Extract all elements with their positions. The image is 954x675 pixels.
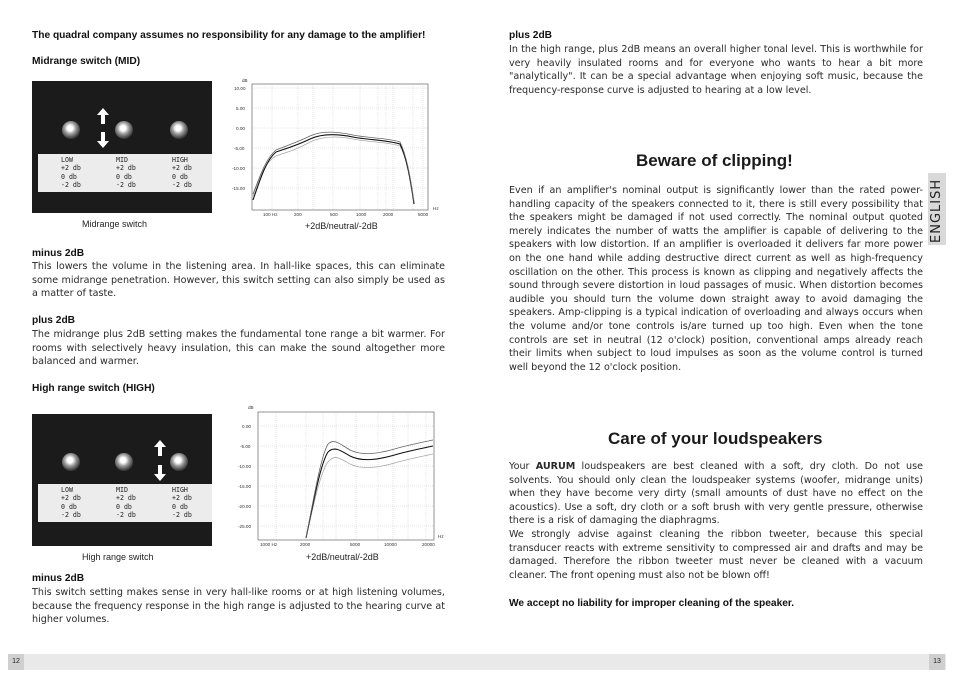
high-y-tick: 0.00 [242,424,251,429]
high-y-tick: -10.00 [238,464,252,469]
plus-text-1: The midrange plus 2dB setting makes the fundamental tone range a bit warmer. For rooms with selectively heavy insulation, this can make the sound altogether more balanced and warmer. [32,329,445,368]
arrow-down-icon [153,465,167,481]
high-label-column: HIGH +2 db 0 db -2 db [172,486,192,519]
clipping-text: Even if an amplifier's nominal output is significantly lower than the rated power-handling capacity of the speakers connected to it, there is still every possibility that the speakers might be damaged if not used correctly. The nominal output quoted merely indicates the number of watts the amplifier is capable of delivering to the speakers with low distortion. If an amplifier is overloaded it delivers far more power on the one hand while adding destructive direct current as well as high-frequency oscillation on the other. This process is known as clipping and negatively affects the sound through severe distortion in loud passages of music. When distortion becomes audible you should turn the volume down straight away to avoid damaging the speakers. Amp-clipping is a typical indication of overloading and always occurs when the volume and/or tone controls is/are turned up too high. Even when the tone controls are set in neutral (12 o'clock) position, conventional amps already reach their limits when subject to loud impulses as soon as the volume control is turned well beyond the 12 o'clock position. [509,185,923,373]
high-graph-y-unit: dB [248,405,254,410]
plus-heading-2: plus 2dB [509,30,553,41]
disclaimer: The quadral company assumes no responsibility for any damage to the amplifier! [32,30,426,41]
knob-high-icon [170,453,188,471]
high-graph-x-unit: Hz [438,534,444,539]
high-y-tick: -25.00 [238,524,252,529]
arrow-down-icon [96,132,110,148]
mid-graph-y-unit: dB [242,78,248,83]
mid-label-column: MID +2 db 0 db -2 db [116,486,136,519]
high-x-tick: 10000 [384,542,397,547]
high-x-tick: 1000 Hz [260,542,278,547]
knob-mid-icon [115,453,133,471]
switch-label-box [38,154,212,192]
mid-frequency-graph [228,76,444,218]
mid-heading: Midrange switch (MID) [32,56,141,67]
plus-heading-1: plus 2dB [32,315,76,326]
liability-note: We accept no liability for improper cleaning of the speaker. [509,598,795,609]
high-range-switch-panel [32,414,212,546]
language-side-label: ENGLISH [929,178,944,243]
mid-graph-caption: +2dB/neutral/-2dB [305,221,378,231]
footer-bar-right [476,654,946,670]
mid-y-tick: -5.00 [234,146,245,151]
clipping-title: Beware of clipping! [636,151,793,170]
high-frequency-graph [228,402,450,548]
low-label-column: LOW +2 db 0 db -2 db [61,156,81,189]
care-text-1: Your AURUM loudspeakers are best cleaned with a soft, dry cloth. Do not use solvents. You should only clean the loudspeaker systems (woofer, midrange units) when they have become very dirty (small amounts of dust have no effect on the acoustics). Use a soft, dry cloth or a soft brush with very gentle pressure, otherwise there is a risk of damaging the diaphragms. [509,461,923,527]
high-label-column: HIGH +2 db 0 db -2 db [172,156,192,189]
switch-label-box [38,484,212,522]
knob-mid-icon [115,121,133,139]
mid-label-column: MID +2 db 0 db -2 db [116,156,136,189]
care-text-2: We strongly advise against cleaning the ribbon tweeter, because this special transducer reacts with extreme sensitivity to compressed air and drafts and may be damaged. Therefore the ribbon tweeter must never be cleaned with a vacuum cleaner. The front opening must also not be blown off! [509,529,923,581]
care-title: Care of your loudspeakers [608,429,823,448]
arrow-up-icon [96,108,110,124]
mid-y-tick: 0.00 [236,126,245,131]
minus-heading-2: minus 2dB [32,573,85,584]
minus-heading-1: minus 2dB [32,248,85,259]
mid-caption: Midrange switch [82,219,148,229]
brand-name: AURUM [535,461,576,472]
page-number-right: 13 [929,654,945,670]
high-graph-frame [258,412,434,540]
high-x-tick: 20000 [422,542,435,547]
mid-x-tick: 2000 [383,212,394,217]
high-y-tick: -20.00 [238,504,252,509]
high-x-tick: 2000 [300,542,311,547]
minus-text-2: This switch setting makes sense in very hall-like rooms or at high listening volumes, because the frequency response in the high range is adjusted to the hearing curve at higher volumes. [32,587,445,626]
mid-x-tick: 1000 [356,212,367,217]
mid-y-tick: 5.00 [236,106,245,111]
high-caption: High range switch [82,552,154,562]
low-label-column: LOW +2 db 0 db -2 db [61,486,81,519]
plus-text-2: In the high range, plus 2dB means an overall higher tonal level. This is worthwhile for very heavily insulated rooms and for everyone who wants to hear a bit more "analytically". It can be a special advantage when enjoying soft music, because the frequency-response curve is adjusted to hearing at a low level. [509,44,923,96]
mid-x-tick: 5000 [418,212,429,217]
mid-y-tick: 10.00 [234,86,246,91]
high-y-tick: -5.00 [240,444,251,449]
mid-x-tick: 500 [330,212,338,217]
mid-x-tick: 200 [294,212,302,217]
knob-low-icon [62,121,80,139]
high-graph-caption: +2dB/neutral/-2dB [306,552,379,562]
mid-graph-x-unit: Hz [433,206,439,211]
mid-y-tick: -15.00 [232,186,246,191]
midrange-switch-panel [32,81,212,213]
arrow-up-icon [153,440,167,456]
mid-y-tick: -10.00 [232,166,246,171]
knob-high-icon [170,121,188,139]
high-y-tick: -15.00 [238,484,252,489]
footer-bar-left [8,654,478,670]
high-x-tick: 5000 [350,542,361,547]
minus-text-1: This lowers the volume in the listening area. In hall-like spaces, this can eliminate some midrange penetration. However, this switch setting can also simply be used as a matter of taste. [32,261,445,300]
page-number-left: 12 [8,654,24,670]
knob-low-icon [62,453,80,471]
high-heading: High range switch (HIGH) [32,383,155,394]
mid-x-tick: 100 Hz [263,212,278,217]
